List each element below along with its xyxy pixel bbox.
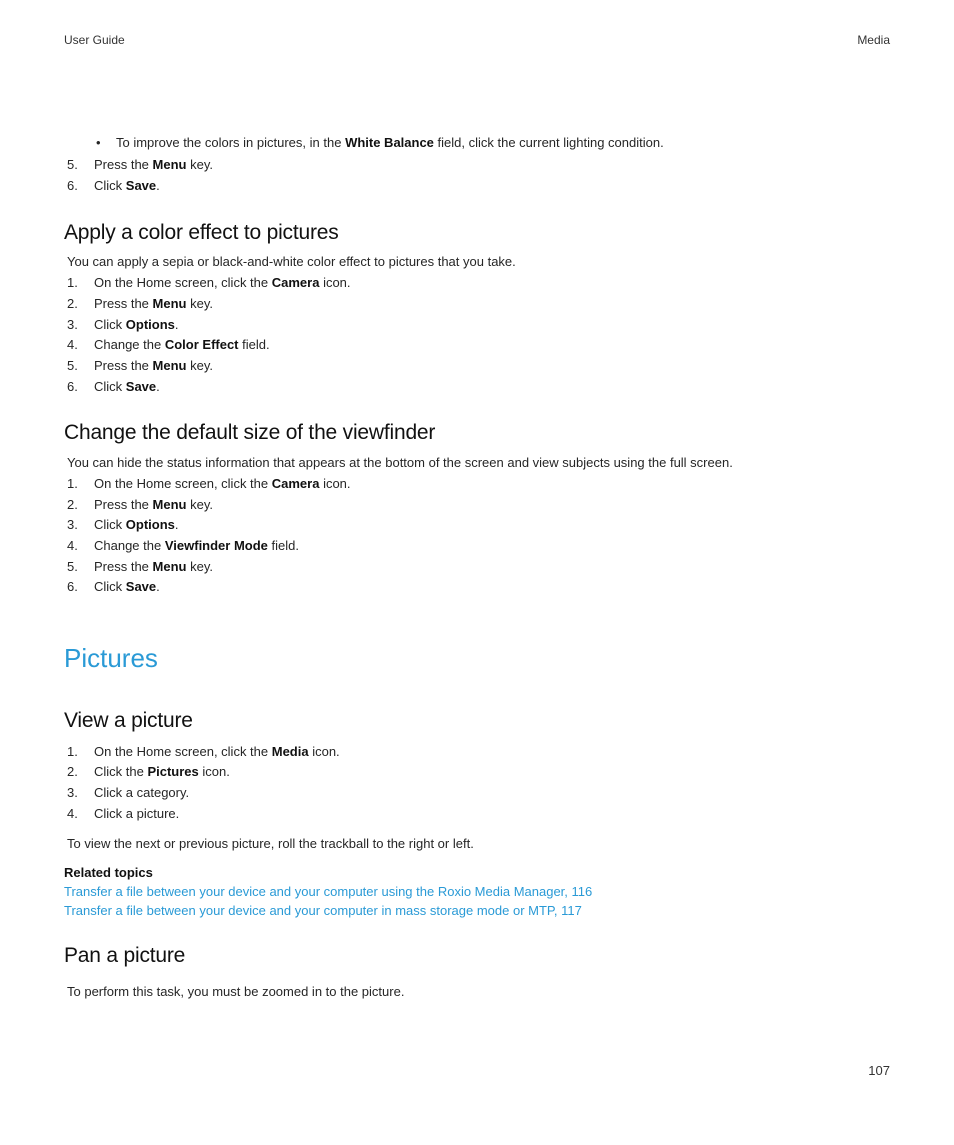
bullet-marker: • (96, 135, 101, 150)
heading-color-effect: Apply a color effect to pictures (64, 221, 339, 244)
step-number: 6. (67, 178, 78, 193)
chapter-title-pictures: Pictures (64, 643, 158, 673)
step-number: 1. (67, 275, 78, 290)
step-number: 4. (67, 806, 78, 821)
list-item: Click Options. (94, 317, 179, 332)
step-number: 2. (67, 764, 78, 779)
list-item: Press the Menu key. (94, 296, 213, 311)
step-number: 1. (67, 744, 78, 759)
list-item: Click a category. (94, 785, 190, 800)
step-number: 4. (67, 538, 78, 553)
list-item: Change the Color Effect field. (94, 337, 270, 352)
step-number: 6. (67, 379, 78, 394)
list-item: Click the Pictures icon. (94, 764, 230, 779)
heading-view-picture: View a picture (64, 709, 193, 732)
step-number: 6. (67, 579, 78, 594)
step-number: 2. (67, 296, 78, 311)
step-number: 3. (67, 317, 78, 332)
color-effect-description: You can apply a sepia or black-and-white color effect to pictures that you take. (67, 254, 516, 269)
list-item: Click Save. (94, 379, 160, 394)
related-link-roxio[interactable]: Transfer a file between your device and your computer using the Roxio Media Manager, 116 (64, 884, 593, 899)
viewfinder-description: You can hide the status information that appears at the bottom of the screen and view subjects using the full screen. (67, 455, 733, 470)
page-number: 107 (868, 1063, 890, 1078)
step-number: 2. (67, 497, 78, 512)
list-item: On the Home screen, click the Media icon. (94, 744, 340, 759)
list-item: On the Home screen, click the Camera icon. (94, 476, 351, 491)
list-item: Click Save. (94, 579, 160, 594)
header-guide-title: User Guide (64, 33, 125, 47)
list-item: Press the Menu key. (94, 358, 213, 373)
intro-step-5: Press the Menu key. (94, 157, 213, 172)
step-number: 4. (67, 337, 78, 352)
header-section-name: Media (857, 33, 890, 47)
step-number: 5. (67, 358, 78, 373)
list-item: Press the Menu key. (94, 497, 213, 512)
heading-pan-picture: Pan a picture (64, 944, 186, 967)
related-topics-heading: Related topics (64, 865, 153, 880)
related-link-mass-storage[interactable]: Transfer a file between your device and your computer in mass storage mode or MTP, 117 (64, 903, 582, 918)
step-number: 5. (67, 559, 78, 574)
pan-picture-description: To perform this task, you must be zoomed in to the picture. (67, 984, 405, 999)
step-number: 3. (67, 785, 78, 800)
list-item: Press the Menu key. (94, 559, 213, 574)
intro-step-6: Click Save. (94, 178, 160, 193)
list-item: Change the Viewfinder Mode field. (94, 538, 299, 553)
view-picture-note: To view the next or previous picture, roll the trackball to the right or left. (67, 836, 474, 851)
list-item: Click Options. (94, 517, 179, 532)
list-item: On the Home screen, click the Camera icon. (94, 275, 351, 290)
intro-bullet: To improve the colors in pictures, in the White Balance field, click the current lighting condition. (116, 135, 664, 150)
heading-viewfinder: Change the default size of the viewfinder (64, 421, 436, 444)
step-number: 1. (67, 476, 78, 491)
step-number: 5. (67, 157, 78, 172)
list-item: Click a picture. (94, 806, 180, 821)
step-number: 3. (67, 517, 78, 532)
